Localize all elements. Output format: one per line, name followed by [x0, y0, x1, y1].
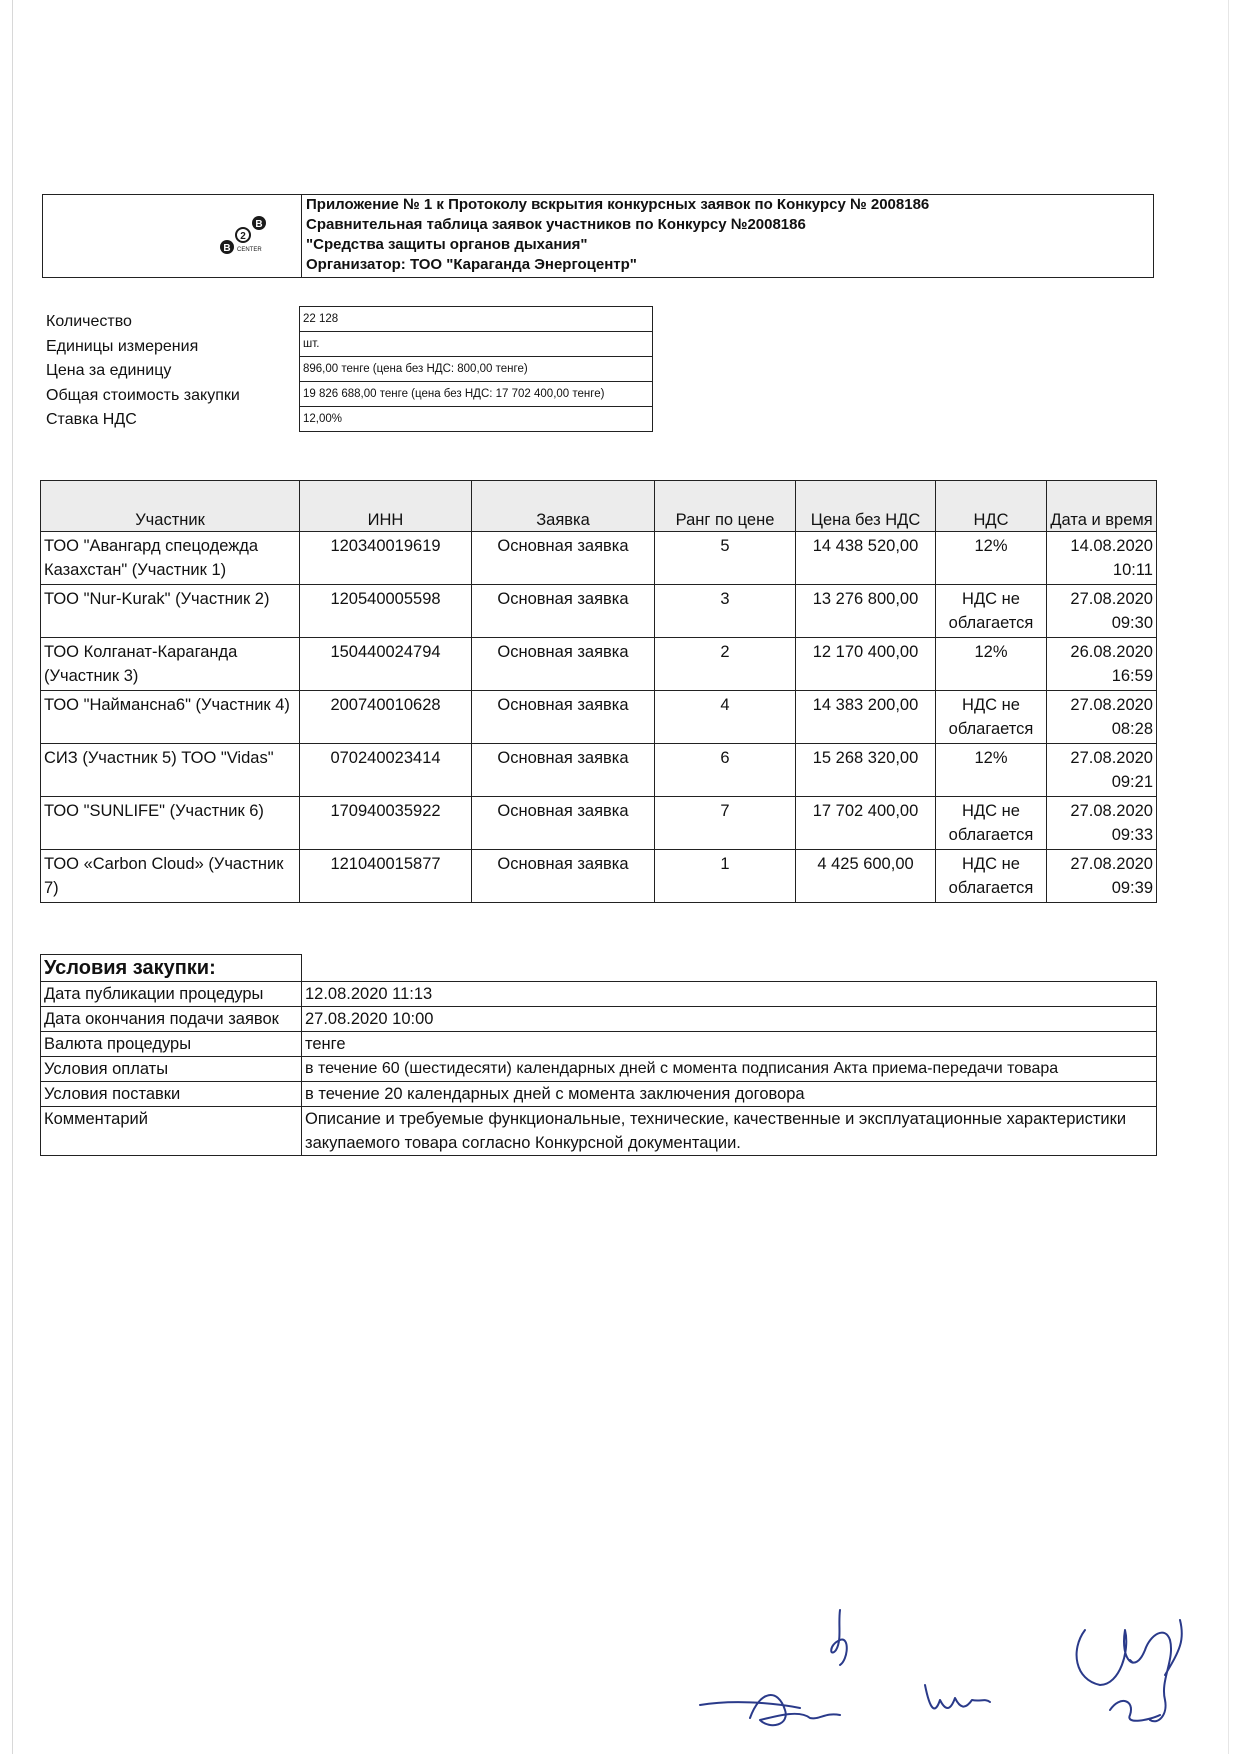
bid-type: Основная заявка	[472, 532, 655, 585]
vat: 12%	[936, 744, 1047, 797]
info-labels	[46, 310, 240, 433]
inn: 121040015877	[300, 850, 472, 903]
header-line-3: "Средства защиты органов дыхания"	[306, 236, 588, 253]
participant: СИЗ (Участник 5) ТОО "Vidas"	[41, 744, 300, 797]
table-row	[41, 638, 1157, 691]
price: 12 170 400,00	[796, 638, 936, 691]
condition-row	[41, 1032, 1157, 1057]
participant: ТОО "SUNLIFE" (Участник 6)	[41, 797, 300, 850]
price: 17 702 400,00	[796, 797, 936, 850]
participant: ТОО Колганат-Караганда (Участник 3)	[41, 638, 300, 691]
participant: ТОО "Наймансна6" (Участник 4)	[41, 691, 300, 744]
svg-text:B: B	[255, 219, 263, 230]
datetime	[1047, 638, 1157, 691]
conditions-title: Условия закупки:	[40, 954, 302, 982]
rank: 3	[655, 585, 796, 638]
condition-label: Дата публикации процедуры	[41, 982, 302, 1007]
condition-value: тенге	[302, 1032, 1157, 1057]
participant: ТОО "Nur-Kurak" (Участник 2)	[41, 585, 300, 638]
condition-label: Условия поставки	[41, 1082, 302, 1107]
time: 16:59	[1111, 667, 1153, 685]
bids-header-row	[41, 481, 1157, 532]
scan-edge-right	[1228, 0, 1229, 1754]
col-price: Цена без НДС	[796, 481, 936, 532]
signature-2	[925, 1685, 990, 1708]
datetime	[1047, 850, 1157, 903]
col-bid: Заявка	[472, 481, 655, 532]
info-value-total-cost: 19 826 688,00 тенге (цена без НДС: 17 702 400,00 тенге)	[300, 382, 652, 407]
vat: 12%	[936, 638, 1047, 691]
datetime	[1047, 585, 1157, 638]
condition-value: 27.08.2020 10:00	[302, 1007, 1157, 1032]
bid-type: Основная заявка	[472, 585, 655, 638]
bids-table	[40, 480, 1157, 903]
info-label: Единицы измерения	[46, 337, 199, 355]
time: 09:39	[1111, 879, 1153, 897]
header-line-4: Организатор: ТОО "Караганда Энергоцентр"	[306, 256, 637, 273]
table-row	[41, 585, 1157, 638]
vat: 12%	[936, 532, 1047, 585]
time: 09:21	[1111, 773, 1153, 791]
date: 27.08.2020	[1070, 855, 1153, 873]
inn: 120340019619	[300, 532, 472, 585]
rank: 4	[655, 691, 796, 744]
condition-value: 12.08.2020 11:13	[302, 982, 1157, 1007]
col-datetime: Дата и время	[1047, 481, 1157, 532]
datetime	[1047, 532, 1157, 585]
bid-type: Основная заявка	[472, 638, 655, 691]
rank: 6	[655, 744, 796, 797]
time: 10:11	[1112, 561, 1153, 579]
condition-row	[41, 1107, 1157, 1156]
price: 13 276 800,00	[796, 585, 936, 638]
condition-value: Описание и требуемые функциональные, технические, качественные и эксплуатационные характеристики закупаемого товара согласно Конкурсной документации.	[302, 1107, 1157, 1156]
info-value-unit: шт.	[300, 332, 652, 357]
bid-type: Основная заявка	[472, 691, 655, 744]
condition-row	[41, 1082, 1157, 1107]
time: 08:28	[1111, 720, 1153, 738]
date: 27.08.2020	[1070, 802, 1153, 820]
inn: 070240023414	[300, 744, 472, 797]
time: 09:30	[1111, 614, 1153, 632]
signatures-icon	[690, 1590, 1230, 1750]
condition-label: Валюта процедуры	[41, 1032, 302, 1057]
vat: НДС не облагается	[936, 585, 1047, 638]
col-inn: ИНН	[300, 481, 472, 532]
signature-1	[700, 1695, 840, 1725]
price: 15 268 320,00	[796, 744, 936, 797]
participant: ТОО "Авангард спецодежда Казахстан" (Участник 1)	[41, 532, 300, 585]
header-line-2: Сравнительная таблица заявок участников по Конкурсу №2008186	[306, 216, 806, 233]
date: 27.08.2020	[1070, 749, 1153, 767]
price: 14 438 520,00	[796, 532, 936, 585]
vat: НДС не облагается	[936, 850, 1047, 903]
datetime	[1047, 797, 1157, 850]
condition-row	[41, 982, 1157, 1007]
signature-1-mark	[831, 1610, 847, 1665]
date: 27.08.2020	[1070, 590, 1153, 608]
condition-value: в течение 20 календарных дней с момента заключения договора	[302, 1082, 1157, 1107]
datetime	[1047, 744, 1157, 797]
date: 26.08.2020	[1070, 643, 1153, 661]
info-value-unit-price: 896,00 тенге (цена без НДС: 800,00 тенге)	[300, 357, 652, 382]
table-row	[41, 691, 1157, 744]
condition-row	[41, 1007, 1157, 1032]
inn: 120540005598	[300, 585, 472, 638]
svg-text:B: B	[223, 243, 231, 254]
date: 27.08.2020	[1070, 696, 1153, 714]
header-text	[302, 195, 933, 277]
rank: 1	[655, 850, 796, 903]
logo-cell	[43, 195, 302, 277]
info-label: Общая стоимость закупки	[46, 386, 240, 404]
condition-label: Условия оплаты	[41, 1057, 302, 1082]
rank: 5	[655, 532, 796, 585]
vat: НДС не облагается	[936, 691, 1047, 744]
price: 14 383 200,00	[796, 691, 936, 744]
condition-label: Комментарий	[41, 1107, 302, 1156]
bid-type: Основная заявка	[472, 850, 655, 903]
info-values	[299, 306, 653, 432]
info-label: Цена за единицу	[46, 362, 172, 379]
info-value-quantity: 22 128	[300, 307, 652, 332]
table-row	[41, 532, 1157, 585]
rank: 2	[655, 638, 796, 691]
table-row	[41, 797, 1157, 850]
signature-3	[1077, 1620, 1182, 1721]
info-label: Количество	[46, 313, 132, 330]
info-label: Ставка НДС	[46, 411, 137, 428]
b2b-center-logo	[209, 209, 309, 269]
bid-type: Основная заявка	[472, 744, 655, 797]
header-line-1: Приложение № 1 к Протоколу вскрытия конкурсных заявок по Конкурсу № 2008186	[306, 196, 930, 213]
col-participant: Участник	[41, 481, 300, 532]
scan-edge-left	[12, 0, 13, 1754]
bid-type: Основная заявка	[472, 797, 655, 850]
time: 09:33	[1111, 826, 1153, 844]
inn: 170940035922	[300, 797, 472, 850]
table-row	[41, 744, 1157, 797]
table-row	[41, 850, 1157, 903]
condition-row	[41, 1057, 1157, 1082]
date: 14.08.2020	[1070, 537, 1153, 555]
svg-text:CENTER: CENTER	[237, 247, 262, 253]
vat: НДС не облагается	[936, 797, 1047, 850]
col-rank: Ранг по цене	[655, 481, 796, 532]
price: 4 425 600,00	[796, 850, 936, 903]
col-vat: НДС	[936, 481, 1047, 532]
participant: ТОО «Carbon Cloud» (Участник 7)	[41, 850, 300, 903]
datetime	[1047, 691, 1157, 744]
condition-label: Дата окончания подачи заявок	[41, 1007, 302, 1032]
info-value-vat-rate: 12,00%	[300, 407, 652, 432]
inn: 200740010628	[300, 691, 472, 744]
conditions-table	[40, 981, 1157, 1156]
rank: 7	[655, 797, 796, 850]
document-header	[42, 194, 1154, 278]
inn: 150440024794	[300, 638, 472, 691]
condition-value: в течение 60 (шестидесяти) календарных дней с момента подписания Акта приема-передачи товара	[302, 1057, 1157, 1082]
svg-text:2: 2	[240, 231, 246, 242]
